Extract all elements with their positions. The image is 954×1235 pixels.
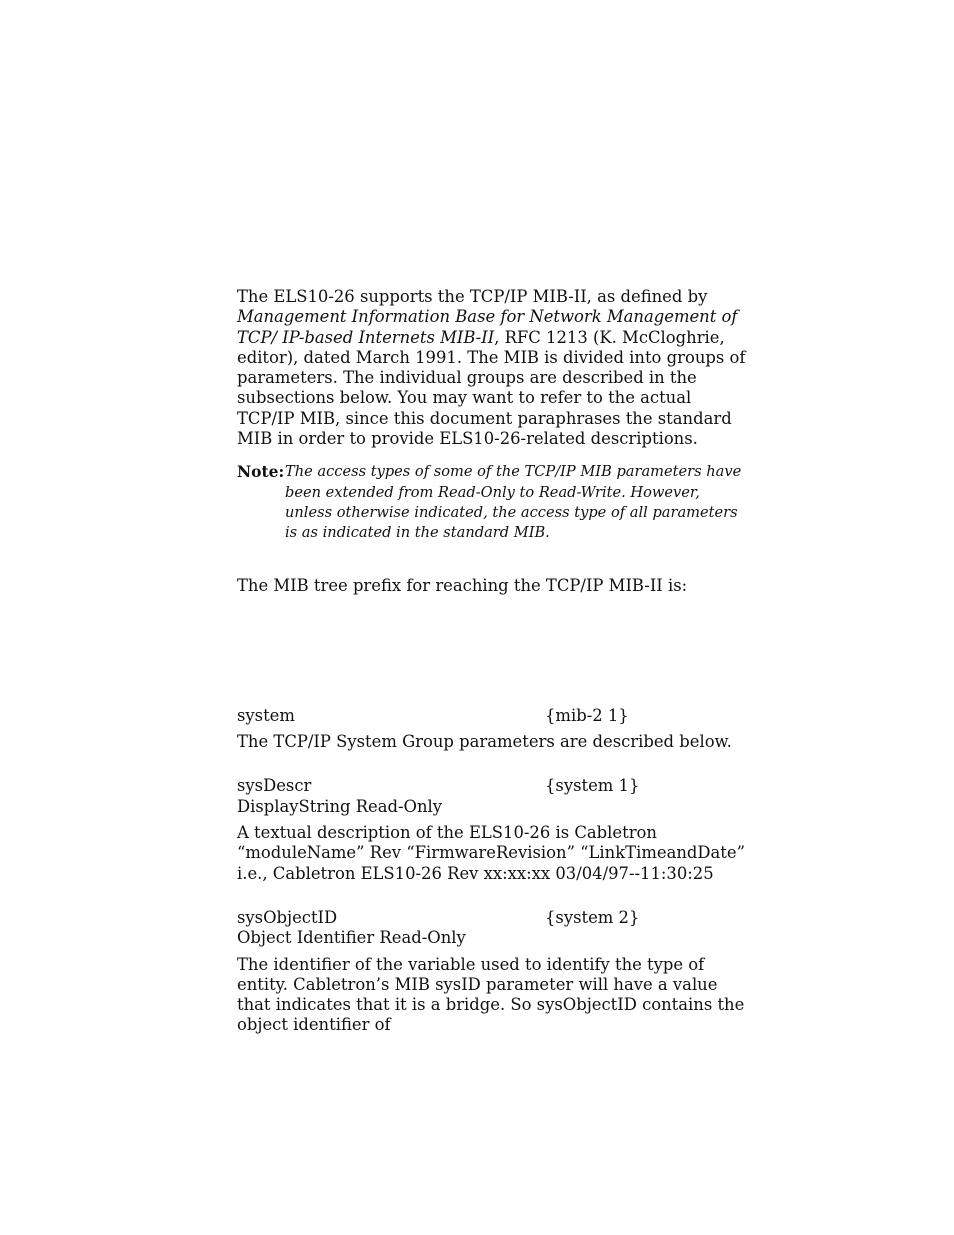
intro-prefix: The ELS10-26 supports the TCP/IP MIB-II, as defined by [237,287,708,306]
rfc-title: Management Information Base for Network Management of TCP/ IP-based Internets MIB-II [237,307,738,347]
page-content [237,287,747,1036]
entry-name: system [237,705,295,725]
entry-oid: {system 1} [545,776,640,796]
entry-header [237,908,747,928]
mib-prefix-text: The MIB tree prefix for reaching the TCP/IP MIB-II is: [237,575,688,595]
intro-paragraph [237,287,747,449]
entry-syntax: DisplayString Read-Only [237,796,443,816]
entry-description: The TCP/IP System Group parameters are described below. [237,732,732,752]
note-block [237,462,747,543]
system-group-entry [237,706,747,753]
sysdescr-entry [237,776,747,883]
entry-name: sysObjectID [237,907,338,927]
sysobjectid-entry [237,908,747,1036]
entry-header [237,706,747,726]
entry-syntax: Object Identifier Read-Only [237,928,466,948]
intro-suffix: , RFC 1213 (K. McCloghrie, editor), dated March 1991. The MIB is divided into groups of parameters. The individual groups are described in the subsections below. You may want to refer to the actual TCP/IP MIB, since this document paraphrases the standard MIB in order to provide ELS10-26-related descriptions. [237,327,746,449]
note-label: Note: [237,462,285,482]
entry-description: A textual description of the ELS10-26 is Cabletron “moduleName” Rev “FirmwareRevision” “LinkTimeandDate” i.e., Cabletron ELS10-26 Rev xx:xx:xx 03/04/97--11:30:25 [237,823,745,883]
entry-description: The identifier of the variable used to identify the type of entity. Cabletron’s MIB sysID parameter will have a value that indicates that it is a bridge. So sysObjectID contains the object identifier of [237,954,745,1035]
entry-oid: {mib-2 1} [545,705,629,725]
note-text: The access types of some of the TCP/IP MIB parameters have been extended from Read-Only to Read-Write. However, unless otherwise indicated, the access type of all parameters is as indicated in the standard MIB. [285,463,742,542]
entry-header [237,776,747,796]
entry-oid: {system 2} [545,907,640,927]
entry-name: sysDescr [237,776,312,796]
